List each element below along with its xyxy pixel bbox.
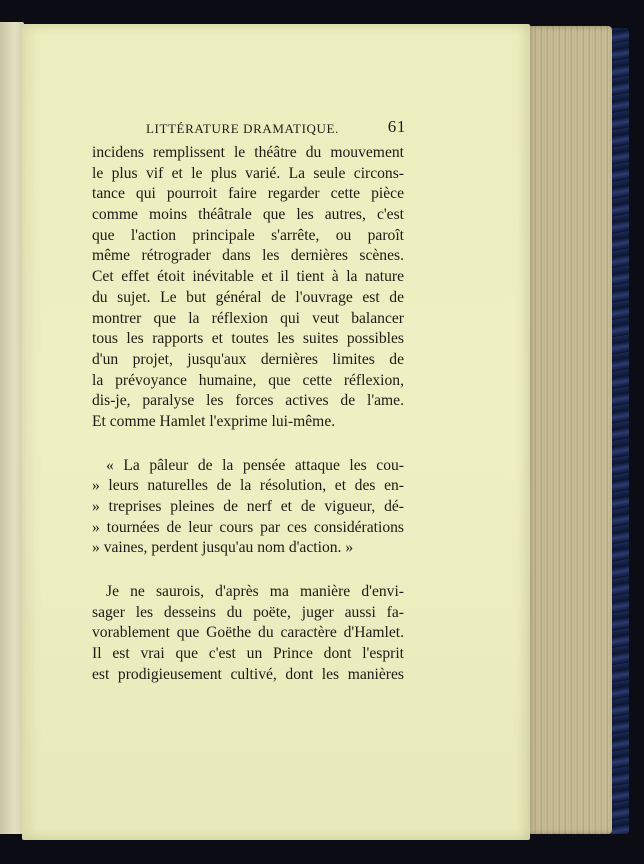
- text-line: que l'action principale s'arrête, ou paroît: [92, 226, 404, 244]
- text-line: du sujet. Le but général de l'ouvrage est de: [92, 288, 404, 306]
- text-line: dis-je, paralyse les forces actives de l'ame.: [92, 392, 404, 410]
- text-line: Et comme Hamlet l'exprime lui-même.: [92, 412, 336, 430]
- paragraph-1: [92, 143, 404, 433]
- text-line: Je ne saurois, d'après ma manière d'envi-: [106, 583, 404, 601]
- text-line: « La pâleur de la pensée attaque les cou-: [106, 456, 404, 474]
- text-line: montrer que la réflexion qui veut balancer: [92, 309, 404, 327]
- text-line: est prodigieusement cultivé, dont les manières: [92, 665, 404, 683]
- text-line: » vaines, perdent jusqu'au nom d'action. »: [92, 539, 354, 557]
- text-line: » treprises pleines de nerf et de vigueur, dé-: [92, 498, 404, 515]
- text-line: tance qui pourroit faire regarder cette pièce: [92, 185, 404, 203]
- text-line: vorablement que Goëthe du caractère d'Hamlet.: [92, 624, 404, 642]
- page-header: [146, 117, 406, 139]
- text-line: tous les rapports et toutes les suites possibles: [92, 330, 404, 348]
- text-line: incidens remplissent le théâtre du mouvement: [92, 144, 404, 161]
- text-line: Cet effet étoit inévitable et il tient à la nature: [92, 268, 404, 286]
- text-line: le plus vif et le plus varié. La seule circons-: [92, 164, 404, 182]
- text-line: d'un projet, jusqu'aux dernières limites de: [92, 350, 404, 368]
- quotation: [92, 456, 404, 559]
- left-page-edge: [0, 22, 24, 834]
- text-line: » tournées de leur cours par ces considérations: [92, 518, 404, 536]
- running-title: LITTÉRATURE DRAMATIQUE.: [146, 121, 339, 136]
- text-line: Il est vrai que c'est un Prince dont l'esprit: [92, 645, 404, 663]
- text-line: comme moins théâtrale que les autres, c'est: [92, 206, 404, 224]
- page-number: 61: [387, 117, 406, 136]
- text-line: même rétrograder dans les dernières scènes.: [92, 247, 404, 265]
- text-line: » leurs naturelles de la résolution, et des en-: [92, 477, 404, 495]
- paragraph-3: [92, 582, 404, 685]
- text-line: sager les desseins du poëte, juger aussi fa-: [92, 603, 404, 621]
- text-line: la prévoyance humaine, que cette réflexion,: [92, 371, 404, 389]
- page-edges: [526, 26, 612, 834]
- body-text: [92, 143, 404, 686]
